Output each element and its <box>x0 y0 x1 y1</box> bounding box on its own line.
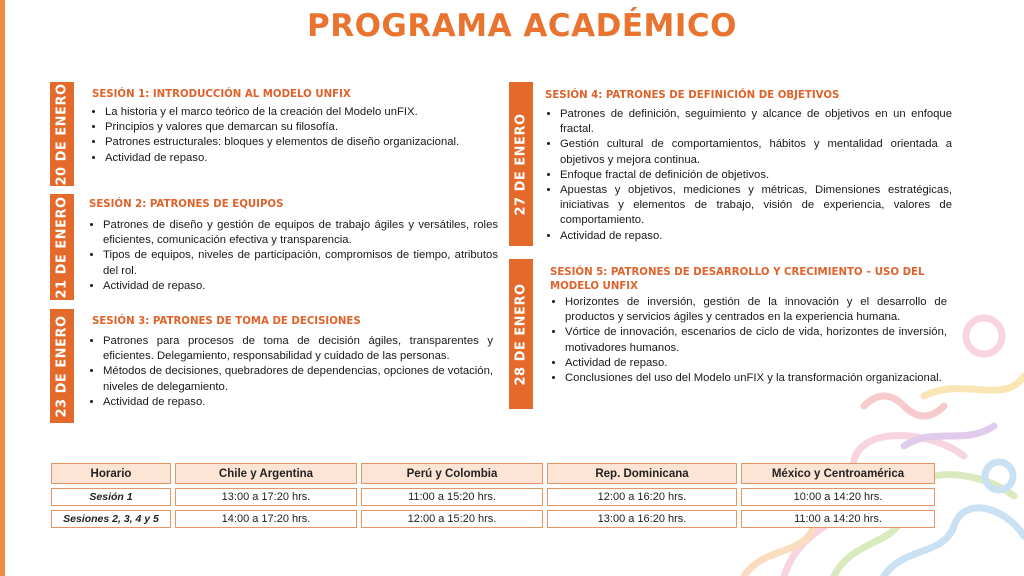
list-item: • Apuestas y objetivos, mediciones y métricas, Dimensiones estratégicas, iniciativas y elementos de trabajo, visión de experiencia, valores de comportamiento. <box>560 183 952 229</box>
list-item: • Enfoque fractal de definición de objetivos. <box>560 168 952 183</box>
list-item: • La historia y el marco teórico de la creación del Modelo unFIX. <box>105 105 497 120</box>
table-cell: 12:00 a 15:20 hrs. <box>361 510 543 528</box>
left-accent-stripe <box>0 0 5 576</box>
list-item: • Actividad de repaso. <box>105 151 497 166</box>
session-items <box>91 105 497 166</box>
date-tab <box>509 259 533 409</box>
table-header-row <box>51 463 935 484</box>
list-item: • Actividad de repaso. <box>565 356 947 371</box>
table-cell: 11:00 a 14:20 hrs. <box>741 510 935 528</box>
list-item: • Conclusiones del uso del Modelo unFIX y la transformación organizacional. <box>565 371 947 386</box>
list-item: • Patrones de definición, seguimiento y alcance de objetivos en un enfoque fractal. <box>560 107 952 137</box>
date-tab <box>50 82 74 186</box>
table-cell: 10:00 a 14:20 hrs. <box>741 488 935 506</box>
table-cell: 14:00 a 17:20 hrs. <box>175 510 357 528</box>
table-cell: 13:00 a 16:20 hrs. <box>547 510 737 528</box>
date-tab <box>509 82 533 246</box>
list-item: • Tipos de equipos, niveles de participación, compromisos de tiempo, atributos del rol. <box>103 248 498 278</box>
session-title: SESIÓN 4: PATRONES DE DEFINICIÓN DE OBJETIVOS <box>545 90 840 101</box>
schedule-table <box>47 463 939 528</box>
table-cell: 11:00 a 15:20 hrs. <box>361 488 543 506</box>
date-label: 20 DE ENERO <box>54 82 70 186</box>
list-item: • Actividad de repaso. <box>103 395 493 410</box>
date-label: 21 DE ENERO <box>54 195 70 299</box>
session-items <box>546 107 952 244</box>
date-label: 28 DE ENERO <box>513 282 529 386</box>
session-title: SESIÓN 2: PATRONES DE EQUIPOS <box>89 199 284 210</box>
list-item: • Principios y valores que demarcan su filosofía. <box>105 120 497 135</box>
list-item: • Vórtice de innovación, escenarios de ciclo de vida, horizontes de inversión, motivadores humanos. <box>565 325 947 355</box>
table-header: Horario <box>51 463 171 484</box>
table-row <box>51 510 935 528</box>
session-title: SESIÓN 5: PATRONES DE DESARROLLO Y CRECIMIENTO – USO DEL MODELO UNFIX <box>550 267 925 292</box>
table-header: Perú y Colombia <box>361 463 543 484</box>
list-item: • Patrones estructurales: bloques y elementos de diseño organizacional. <box>105 135 497 150</box>
date-tab <box>50 194 74 300</box>
session-items <box>89 218 498 294</box>
list-item: • Actividad de repaso. <box>560 229 952 244</box>
session-items <box>551 295 947 386</box>
table-row <box>51 488 935 506</box>
list-item: • Horizontes de inversión, gestión de la innovación y el desarrollo de productos y servicios ágiles y centrados en la experiencia humana. <box>565 295 947 325</box>
table-cell: 12:00 a 16:20 hrs. <box>547 488 737 506</box>
session-title: SESIÓN 1: INTRODUCCIÓN AL MODELO UNFIX <box>92 89 351 100</box>
table-cell: 13:00 a 17:20 hrs. <box>175 488 357 506</box>
session-title: SESIÓN 3: PATRONES DE TOMA DE DECISIONES <box>92 316 361 327</box>
session-items <box>89 334 493 410</box>
list-item: • Patrones de diseño y gestión de equipos de trabajo ágiles y versátiles, roles eficientes, comunicación efectiva y transparencia. <box>103 218 498 248</box>
list-item: • Patrones para procesos de toma de decisión ágiles, transparentes y eficientes. Delegamiento, responsabilidad y cuidado de las personas. <box>103 334 493 364</box>
date-label: 27 DE ENERO <box>513 112 529 216</box>
table-cell: Sesión 1 <box>51 488 171 506</box>
page-title: PROGRAMA ACADÉMICO <box>306 8 737 44</box>
table-header: Chile y Argentina <box>175 463 357 484</box>
date-label: 23 DE ENERO <box>54 314 70 418</box>
table-header: México y Centroamérica <box>741 463 935 484</box>
date-tab <box>50 309 74 423</box>
list-item: • Métodos de decisiones, quebradores de dependencias, opciones de votación, niveles de delegamiento. <box>103 364 493 394</box>
list-item: • Gestión cultural de comportamientos, hábitos y mentalidad orientada a objetivos y mejora continua. <box>560 137 952 167</box>
list-item: • Actividad de repaso. <box>103 279 498 294</box>
table-cell: Sesiones 2, 3, 4 y 5 <box>51 510 171 528</box>
table-header: Rep. Dominicana <box>547 463 737 484</box>
